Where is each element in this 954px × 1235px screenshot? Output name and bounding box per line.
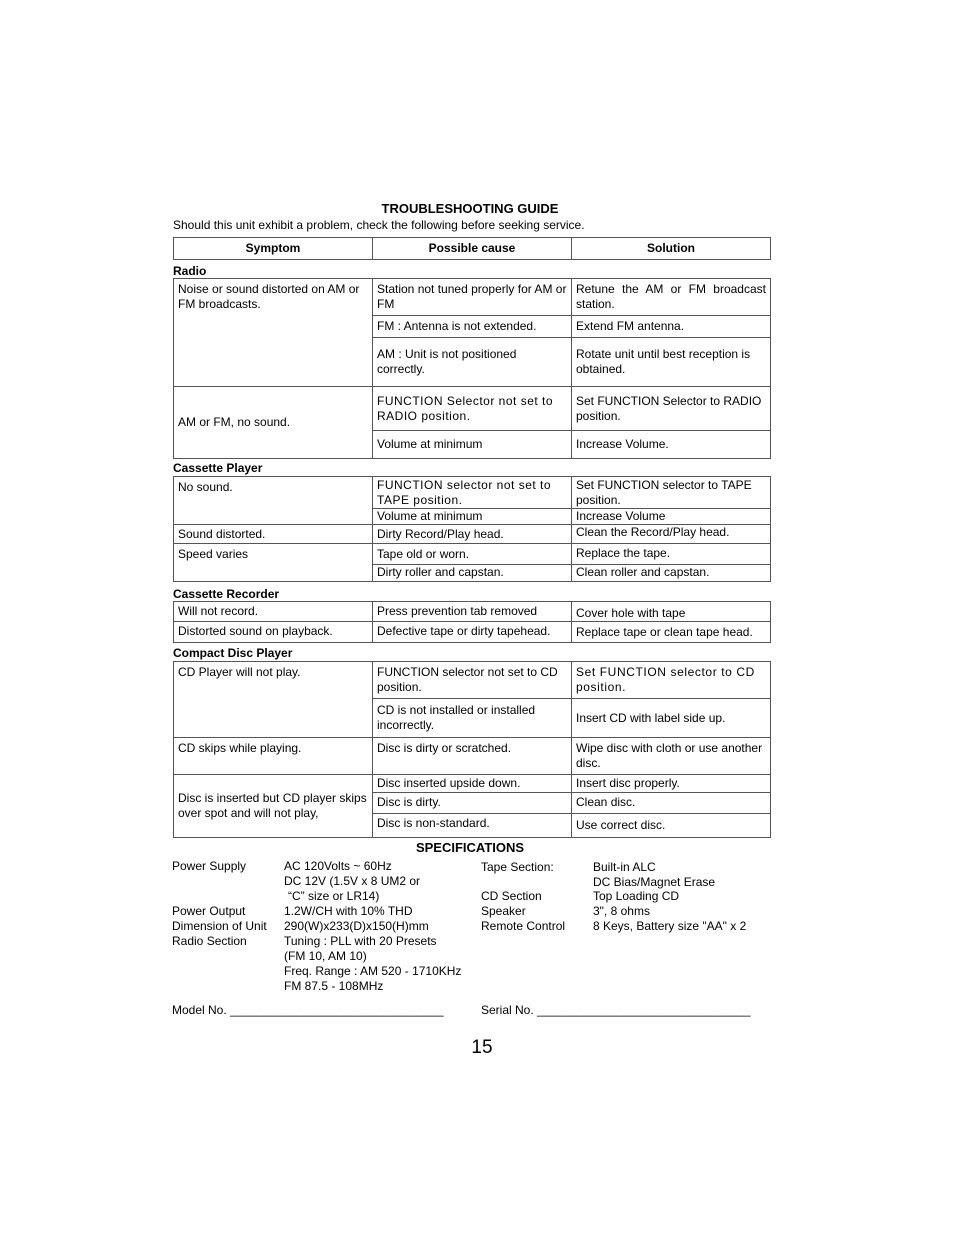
spec-value-tape-1: Built-in ALC bbox=[593, 860, 656, 874]
table-row-symptom: CD Player will not play. bbox=[174, 662, 373, 738]
table-row-symptom: No sound. bbox=[174, 477, 373, 525]
solution-cell: Increase Volume bbox=[572, 509, 771, 525]
solution-cell: Wipe disc with cloth or use another disc. bbox=[572, 738, 771, 775]
cause-cell: FUNCTION selector not set to CD position. bbox=[373, 662, 572, 699]
solution-cell: Clean disc. bbox=[572, 793, 771, 814]
col-cause: Possible cause bbox=[373, 238, 572, 260]
solution-cell: Rotate unit until best reception is obtained. bbox=[572, 338, 771, 387]
cassette-recorder-table bbox=[173, 601, 771, 643]
col-solution: Solution bbox=[572, 238, 771, 260]
table-row-symptom: Noise or sound distorted on AM or FM broadcasts. bbox=[174, 279, 373, 387]
solution-cell: Clean the Record/Play head. bbox=[572, 525, 771, 544]
cd-player-table bbox=[173, 661, 771, 838]
solution-cell: Extend FM antenna. bbox=[572, 316, 771, 338]
solution-cell: Increase Volume. bbox=[572, 431, 771, 459]
page-title: TROUBLESHOOTING GUIDE bbox=[381, 201, 559, 216]
model-number-field: Model No. ________________________________ bbox=[172, 1003, 444, 1017]
spec-value-power-supply-2: DC 12V (1.5V x 8 UM2 or bbox=[284, 874, 421, 888]
cassette-player-table bbox=[173, 476, 771, 582]
cause-cell: Tape old or worn. bbox=[373, 544, 572, 565]
spec-value-remote: 8 Keys, Battery size "AA" x 2 bbox=[593, 919, 747, 933]
serial-number-field: Serial No. ________________________________ bbox=[481, 1003, 751, 1017]
spec-value-power-output: 1.2W/CH with 10% THD bbox=[284, 904, 413, 918]
cause-cell: Disc is dirty or scratched. bbox=[373, 738, 572, 775]
cause-cell: Disc is non-standard. bbox=[373, 814, 572, 838]
solution-cell: Retune the AM or FM broadcast station. bbox=[572, 279, 771, 316]
solution-cell: Replace tape or clean tape head. bbox=[572, 622, 771, 643]
solution-cell: Cover hole with tape bbox=[572, 602, 771, 622]
cause-cell: Disc inserted upside down. bbox=[373, 775, 572, 793]
spec-label-power-supply: Power Supply bbox=[172, 859, 247, 873]
spec-label-power-output: Power Output bbox=[172, 904, 246, 918]
spec-label-cd: CD Section bbox=[481, 889, 542, 903]
spec-value-speaker: 3", 8 ohms bbox=[593, 904, 650, 918]
cause-cell: FM : Antenna is not extended. bbox=[373, 316, 572, 338]
spec-value-tape-2: DC Bias/Magnet Erase bbox=[593, 875, 716, 889]
cause-cell: FUNCTION selector not set to TAPE position. bbox=[373, 477, 572, 509]
col-symptom: Symptom bbox=[174, 238, 373, 260]
spec-value-cd: Top Loading CD bbox=[593, 889, 680, 903]
solution-cell: Use correct disc. bbox=[572, 814, 771, 838]
table-row-symptom: CD skips while playing. bbox=[174, 738, 373, 775]
cause-cell: Volume at minimum bbox=[373, 431, 572, 459]
specs-title: SPECIFICATIONS bbox=[415, 840, 525, 855]
cause-cell: Disc is dirty. bbox=[373, 793, 572, 814]
table-row-symptom: AM or FM, no sound. bbox=[174, 387, 373, 459]
spec-value-dimension: 290(W)x233(D)x150(H)mm bbox=[284, 919, 429, 933]
table-row-symptom: Sound distorted. bbox=[174, 525, 373, 544]
solution-cell: Clean roller and capstan. bbox=[572, 565, 771, 582]
table-row-symptom: Disc is inserted but CD player skips over spot and will not play, bbox=[174, 775, 373, 838]
cause-cell: AM : Unit is not positioned correctly. bbox=[373, 338, 572, 387]
solution-cell: Set FUNCTION selector to CD position. bbox=[572, 662, 771, 699]
spec-value-power-supply-1: AC 120Volts ~ 60Hz bbox=[284, 859, 392, 873]
spec-label-radio: Radio Section bbox=[172, 934, 247, 948]
spec-value-radio-1: Tuning : PLL with 20 Presets bbox=[284, 934, 437, 948]
intro-text: Should this unit exhibit a problem, check the following before seeking service. bbox=[173, 218, 585, 232]
cause-cell: Station not tuned properly for AM or FM bbox=[373, 279, 572, 316]
spec-label-dimension: Dimension of Unit bbox=[172, 919, 267, 933]
cause-cell: Dirty Record/Play head. bbox=[373, 525, 572, 544]
solution-cell: Insert disc properly. bbox=[572, 775, 771, 793]
table-row-symptom: Will not record. bbox=[174, 602, 373, 622]
table-row-symptom: Distorted sound on playback. bbox=[174, 622, 373, 643]
spec-label-remote: Remote Control bbox=[481, 919, 566, 933]
cause-cell: Volume at minimum bbox=[373, 509, 572, 525]
cause-cell: CD is not installed or installed incorrectly. bbox=[373, 699, 572, 738]
spec-label-tape: Tape Section: bbox=[481, 860, 554, 874]
section-cassette-player-label: Cassette Player bbox=[173, 461, 263, 475]
solution-cell: Set FUNCTION Selector to RADIO position. bbox=[572, 387, 771, 431]
cause-cell: Press prevention tab removed bbox=[373, 602, 572, 622]
cause-cell: Dirty roller and capstan. bbox=[373, 565, 572, 582]
table-row-symptom: Speed varies bbox=[174, 544, 373, 582]
spec-value-radio-3: Freq. Range : AM 520 - 1710KHz bbox=[284, 964, 462, 978]
cause-cell: Defective tape or dirty tapehead. bbox=[373, 622, 572, 643]
solution-cell: Set FUNCTION selector to TAPE position. bbox=[572, 477, 771, 509]
radio-table bbox=[173, 278, 771, 459]
solution-cell: Replace the tape. bbox=[572, 544, 771, 565]
page-number: 15 bbox=[471, 1037, 493, 1058]
spec-label-speaker: Speaker bbox=[481, 904, 526, 918]
solution-cell: Insert CD with label side up. bbox=[572, 699, 771, 738]
spec-value-radio-2: (FM 10, AM 10) bbox=[284, 949, 367, 963]
spec-value-power-supply-3: “C” size or LR14) bbox=[288, 889, 380, 903]
section-cassette-recorder-label: Cassette Recorder bbox=[173, 587, 280, 601]
cause-cell: FUNCTION Selector not set to RADIO position. bbox=[373, 387, 572, 431]
section-cd-player-label: Compact Disc Player bbox=[173, 646, 293, 660]
section-radio-label: Radio bbox=[173, 264, 207, 278]
spec-value-radio-4: FM 87.5 - 108MHz bbox=[284, 979, 384, 993]
header-table bbox=[173, 237, 771, 260]
